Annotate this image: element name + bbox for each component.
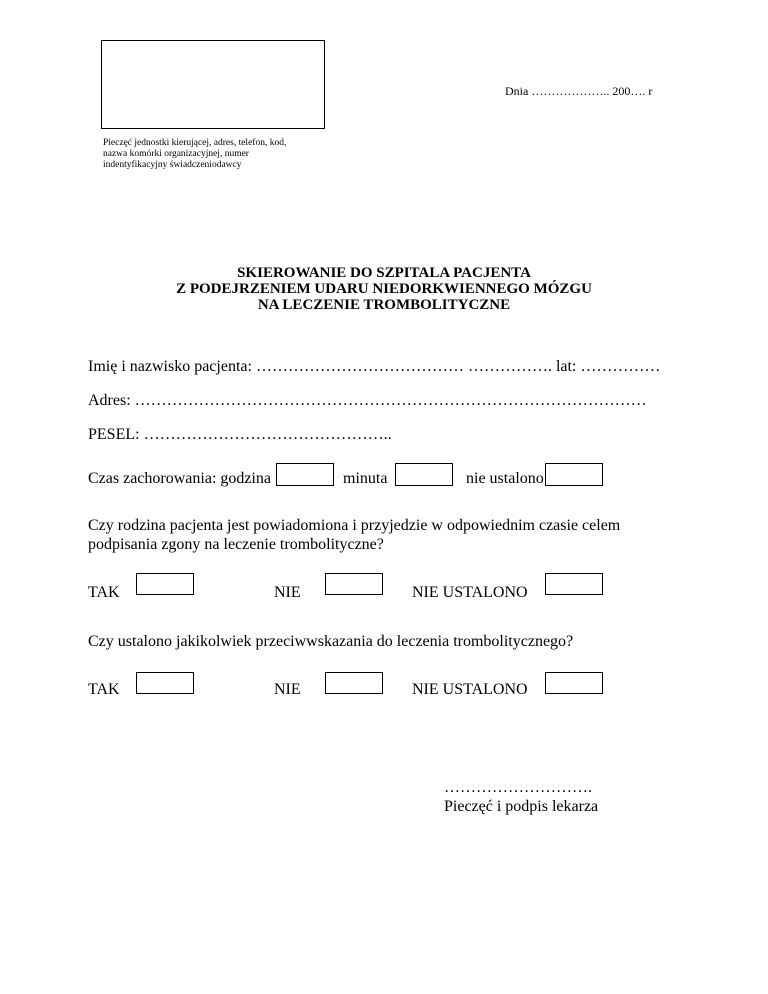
hour-input-box[interactable] — [276, 463, 334, 486]
address-field[interactable]: Adres: …………………………………………………………………………………… — [88, 392, 647, 409]
title-line1: SKIEROWANIE DO SZPITALA PACJENTA — [237, 265, 531, 281]
onset-unknown-label: nie ustalono — [466, 470, 544, 487]
stamp-box — [101, 40, 325, 129]
q1-yes-label: TAK — [88, 584, 120, 601]
title-line3: NA LECZENIE TROMBOLITYCZNE — [257, 297, 511, 313]
q2-no-label: NIE — [274, 681, 301, 698]
signature-dots[interactable]: ………………………. — [444, 779, 592, 796]
document-title — [0, 265, 768, 313]
stamp-caption — [103, 138, 286, 171]
q1-unknown-checkbox[interactable] — [545, 573, 603, 595]
date-field[interactable]: Dnia ……………….. 200…. r — [505, 84, 653, 98]
signature-label: Pieczęć i podpis lekarza — [444, 798, 599, 815]
question2-text: Czy ustalono jakikolwiek przeciwwskazania do leczenia trombolitycznego? — [88, 633, 574, 650]
stamp-caption-line2: nazwa komórki organizacyjnej, numer — [103, 149, 249, 159]
stamp-caption-line1: Pieczęć jednostki kierującej, adres, telefon, kod, — [103, 138, 287, 148]
minute-input-box[interactable] — [395, 463, 453, 486]
q2-yes-checkbox[interactable] — [136, 672, 194, 694]
patient-name-field[interactable]: Imię i nazwisko pacjenta: ………………………………… ……………. lat: …………… — [88, 358, 661, 375]
q1-no-label: NIE — [274, 584, 301, 601]
q2-yes-label: TAK — [88, 681, 120, 698]
onset-time-label: Czas zachorowania: godzina — [88, 470, 272, 487]
q2-no-checkbox[interactable] — [325, 672, 383, 694]
q1-unknown-label: NIE USTALONO — [412, 584, 528, 601]
q2-unknown-label: NIE USTALONO — [412, 681, 528, 698]
onset-unknown-checkbox[interactable] — [545, 463, 603, 486]
signature-block — [444, 778, 598, 816]
pesel-field[interactable]: PESEL: ……………………………………….. — [88, 426, 392, 443]
question1-line1: Czy rodzina pacjenta jest powiadomiona i przyjedzie w odpowiednim czasie celem — [88, 517, 621, 534]
q1-no-checkbox[interactable] — [325, 573, 383, 595]
q1-yes-checkbox[interactable] — [136, 573, 194, 595]
question1-text — [88, 516, 620, 554]
stamp-caption-line3: indentyfikacyjny świadczeniodawcy — [103, 160, 242, 170]
minute-label: minuta — [343, 470, 388, 487]
question1-line2: podpisania zgony na leczenie trombolityczne? — [88, 536, 384, 553]
q2-unknown-checkbox[interactable] — [545, 672, 603, 694]
title-line2: Z PODEJRZENIEM UDARU NIEDORKWIENNEGO MÓZGU — [176, 281, 592, 297]
